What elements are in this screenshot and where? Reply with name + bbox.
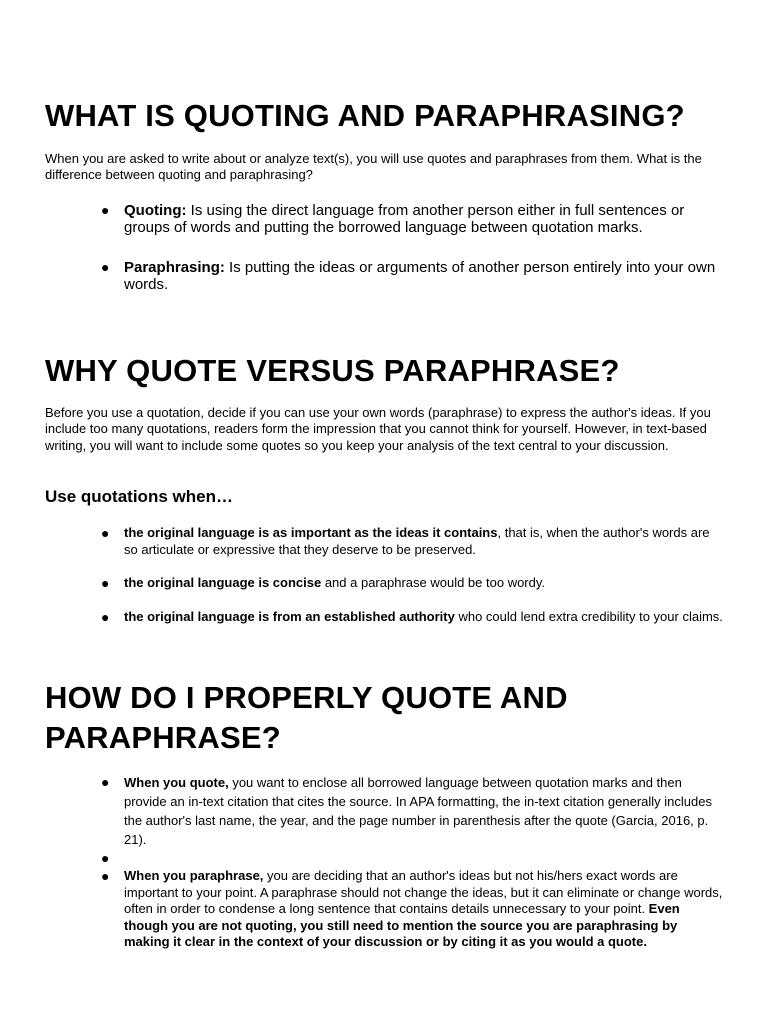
bullet-body: you want to enclose all borrowed language between quotation marks and then provide an in-text citation that cites the source. In APA formatting, the in-text citation generally includes the author's last name, the year, and the page number in parenthesis after the quote (Garcia, 2016, p. 21). bbox=[124, 775, 712, 847]
intro-paragraph: When you are asked to write about or analyze text(s), you will use quotes and paraphrases from them. What is the difference between quoting and paraphrasing? bbox=[45, 151, 702, 183]
bullet-established-authority bbox=[101, 609, 726, 626]
bullet-text bbox=[124, 259, 726, 293]
bullet-emphasis: Even though you are not quoting, you still need to mention the source you are paraphrasing by making it clear in the context of your discussion or by citing it as you would a quote. bbox=[124, 901, 680, 949]
bullet-body: who could lend extra credibility to your claims. bbox=[454, 609, 723, 624]
bullet-dot: ● bbox=[101, 774, 110, 790]
bullet-term: Quoting: bbox=[124, 202, 187, 219]
bullet-body: Is putting the ideas or arguments of another person entirely into your own words. bbox=[124, 259, 716, 293]
bullet-important-language bbox=[101, 525, 726, 558]
bullet-body: you are deciding that an author's ideas but not his/hers exact words are important to your point. A paraphrase should not change the ideas, but it can eliminate or change words, often in order to condense a long sentence that contains details unnecessary to your point. bbox=[124, 868, 723, 916]
why-quote-paragraph: Before you use a quotation, decide if you can use your own words (paraphrase) to express the author's ideas. If you include too many quotations, readers form the impression that you cannot think for yourself. However, in text-based writing, you will want to include some quotes so you keep your analysis of the text central to your discussion. bbox=[45, 405, 711, 453]
use-quotations-subheading: Use quotations when… bbox=[45, 487, 233, 506]
heading-line: PARAPHRASE? bbox=[45, 720, 281, 755]
bullet-text bbox=[124, 868, 726, 951]
section-heading-what-is: WHAT IS QUOTING AND PARAPHRASING? bbox=[45, 98, 685, 133]
bullet-term: When you paraphrase, bbox=[124, 868, 264, 883]
bullet-quoting bbox=[101, 202, 726, 236]
bullet-text bbox=[124, 525, 726, 558]
bullet-text bbox=[124, 609, 726, 626]
section-heading-how-to bbox=[45, 678, 568, 758]
bullet-paraphrasing bbox=[101, 259, 726, 293]
bullet-term: the original language is concise bbox=[124, 575, 322, 590]
bullet-body: Is using the direct language from another person either in full sentences or groups of words and putting the borrowed language between quotation marks. bbox=[124, 202, 685, 236]
bullet-dot: ● bbox=[101, 609, 110, 625]
bullet-term: the original language is from an established authority bbox=[124, 609, 455, 624]
bullet-dot: ● bbox=[101, 868, 110, 884]
bullet-dot: ● bbox=[101, 850, 110, 866]
bullet-dot: ● bbox=[101, 259, 110, 275]
section-heading-why-quote: WHY QUOTE VERSUS PARAPHRASE? bbox=[45, 353, 620, 388]
bullet-dot: ● bbox=[101, 575, 110, 591]
bullet-when-you-paraphrase bbox=[101, 868, 726, 951]
heading-line: HOW DO I PROPERLY QUOTE AND bbox=[45, 680, 568, 715]
bullet-body: , that is, when the author's words are so articulate or expressive that they deserve to be preserved. bbox=[124, 525, 710, 557]
bullet-text bbox=[124, 575, 726, 592]
bullet-term: the original language is as important as the ideas it contains bbox=[124, 525, 498, 540]
bullet-dot: ● bbox=[101, 202, 110, 218]
bullet-dot: ● bbox=[101, 525, 110, 541]
bullet-when-you-quote bbox=[101, 773, 726, 849]
bullet-body: and a paraphrase would be too wordy. bbox=[321, 575, 546, 590]
bullet-text bbox=[124, 202, 726, 236]
bullet-concise-language bbox=[101, 575, 726, 592]
bullet-text bbox=[124, 773, 726, 849]
bullet-term: Paraphrasing: bbox=[124, 259, 225, 276]
bullet-term: When you quote, bbox=[124, 775, 229, 790]
